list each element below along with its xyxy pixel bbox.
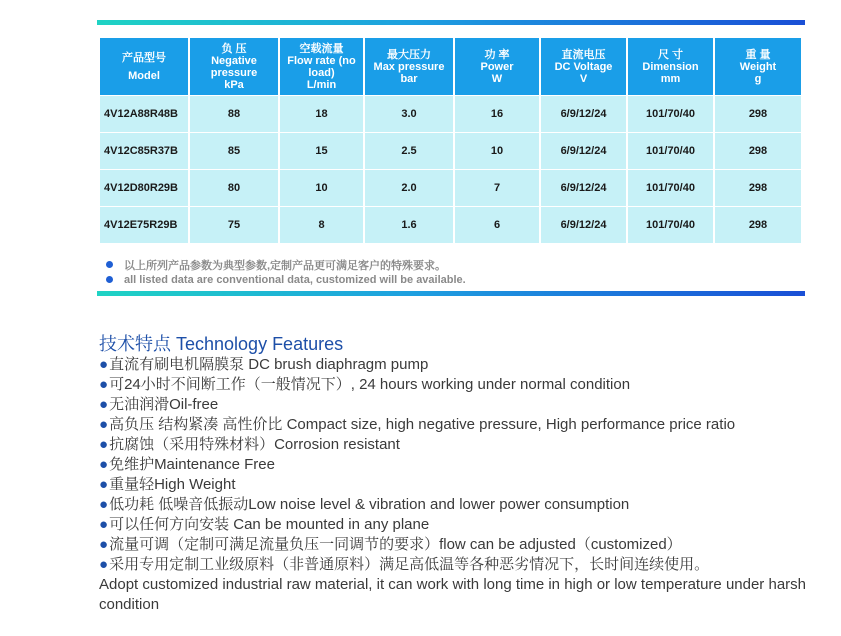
bullet-icon: ● bbox=[99, 416, 109, 433]
cell-power: 7 bbox=[455, 170, 539, 206]
feature-item: ●低功耗 低噪音低振动Low noise level & vibration and lower power consumption bbox=[99, 496, 630, 513]
table-header-row bbox=[100, 38, 801, 95]
cell-dc-voltage: 6/9/12/24 bbox=[541, 133, 626, 169]
features-title: 技术特点 Technology Features bbox=[99, 334, 344, 354]
header-flow-rate: 空载流量 Flow rate (no load) L/min bbox=[280, 38, 363, 95]
cell-model: 4V12C85R37B bbox=[100, 133, 188, 169]
cell-max-pressure: 2.5 bbox=[365, 133, 453, 169]
bullet-icon: ● bbox=[99, 396, 109, 413]
bullet-icon: ● bbox=[99, 456, 109, 473]
bottom-divider bbox=[97, 291, 805, 296]
feature-item: ●流量可调（定制可满足流量负压一同调节的要求）flow can be adjusted（customized） bbox=[99, 536, 682, 553]
cell-power: 10 bbox=[455, 133, 539, 169]
bullet-icon: ● bbox=[99, 376, 109, 393]
feature-item: ●可以任何方向安装 Can be mounted in any plane bbox=[99, 516, 430, 533]
cell-model: 4V12E75R29B bbox=[100, 207, 188, 243]
header-weight: 重 量 Weight g bbox=[715, 38, 801, 95]
feature-item: ●无油润滑Oil-free bbox=[99, 396, 219, 413]
bullet-icon: ● bbox=[99, 476, 109, 493]
cell-max-pressure: 3.0 bbox=[365, 96, 453, 132]
cell-dimension: 101/70/40 bbox=[628, 96, 713, 132]
bullet-icon: ● bbox=[99, 536, 109, 553]
feature-trailing-text: Adopt customized industrial raw material, it can work with long time in high or low temperature under harsh condition bbox=[99, 576, 806, 613]
cell-flow-rate: 15 bbox=[280, 133, 363, 169]
feature-item: ●高负压 结构紧凑 高性价比 Compact size, high negative pressure, High performance price ratio bbox=[99, 416, 736, 433]
cell-dc-voltage: 6/9/12/24 bbox=[541, 96, 626, 132]
cell-negative-pressure: 88 bbox=[190, 96, 278, 132]
header-dc-voltage: 直流电压 DC Voltage V bbox=[541, 38, 626, 95]
cell-negative-pressure: 80 bbox=[190, 170, 278, 206]
features-section bbox=[99, 333, 834, 615]
cell-max-pressure: 1.6 bbox=[365, 207, 453, 243]
cell-model: 4V12D80R29B bbox=[100, 170, 188, 206]
cell-weight: 298 bbox=[715, 170, 801, 206]
feature-item: ●抗腐蚀（采用特殊材料）Corrosion resistant bbox=[99, 436, 400, 453]
cell-dimension: 101/70/40 bbox=[628, 133, 713, 169]
bullet-icon: ● bbox=[99, 516, 109, 533]
cell-dimension: 101/70/40 bbox=[628, 170, 713, 206]
header-negative-pressure: 负 压 Negative pressure kPa bbox=[190, 38, 278, 95]
cell-power: 6 bbox=[455, 207, 539, 243]
cell-flow-rate: 18 bbox=[280, 96, 363, 132]
feature-item: ●免维护Maintenance Free bbox=[99, 456, 275, 473]
feature-item: ●直流有刷电机隔膜泵 DC brush diaphragm pump bbox=[99, 356, 429, 373]
cell-negative-pressure: 85 bbox=[190, 133, 278, 169]
bullet-dot-icon bbox=[106, 261, 113, 268]
cell-negative-pressure: 75 bbox=[190, 207, 278, 243]
cell-weight: 298 bbox=[715, 133, 801, 169]
cell-weight: 298 bbox=[715, 96, 801, 132]
cell-dc-voltage: 6/9/12/24 bbox=[541, 170, 626, 206]
top-divider bbox=[97, 20, 805, 25]
header-model: 产品型号 Model bbox=[100, 38, 188, 95]
cell-max-pressure: 2.0 bbox=[365, 170, 453, 206]
table-notes bbox=[106, 257, 466, 287]
header-max-pressure: 最大压力 Max pressure bar bbox=[365, 38, 453, 95]
bullet-icon: ● bbox=[99, 436, 109, 453]
cell-dimension: 101/70/40 bbox=[628, 207, 713, 243]
cell-weight: 298 bbox=[715, 207, 801, 243]
note-text-en: all listed data are conventional data, customized will be available. bbox=[124, 273, 466, 286]
note-item bbox=[106, 272, 466, 287]
note-text-zh: 以上所列产品参数为典型参数,定制产品更可满足客户的特殊要求。 bbox=[124, 259, 447, 272]
feature-item: ●采用专用定制工业级原料（非普通原料）满足高低温等各种恶劣情况下，长时间连续使用。 bbox=[99, 556, 710, 573]
note-item bbox=[106, 257, 466, 272]
bullet-dot-icon bbox=[106, 276, 113, 283]
feature-item: ●可24小时不间断工作（一般情况下）, 24 hours working under normal condition bbox=[99, 376, 631, 393]
table-row bbox=[100, 170, 801, 206]
feature-item: ●重量轻High Weight bbox=[99, 476, 236, 493]
bullet-icon: ● bbox=[99, 356, 109, 373]
cell-model: 4V12A88R48B bbox=[100, 96, 188, 132]
header-dimension: 尺 寸 Dimension mm bbox=[628, 38, 713, 95]
features-list bbox=[99, 355, 834, 575]
bullet-icon: ● bbox=[99, 556, 109, 573]
cell-flow-rate: 8 bbox=[280, 207, 363, 243]
table-row bbox=[100, 96, 801, 132]
header-power: 功 率 Power W bbox=[455, 38, 539, 95]
cell-power: 16 bbox=[455, 96, 539, 132]
bullet-icon: ● bbox=[99, 496, 109, 513]
cell-flow-rate: 10 bbox=[280, 170, 363, 206]
table-row bbox=[100, 133, 801, 169]
table-row bbox=[100, 207, 801, 243]
cell-dc-voltage: 6/9/12/24 bbox=[541, 207, 626, 243]
spec-table bbox=[98, 37, 803, 244]
